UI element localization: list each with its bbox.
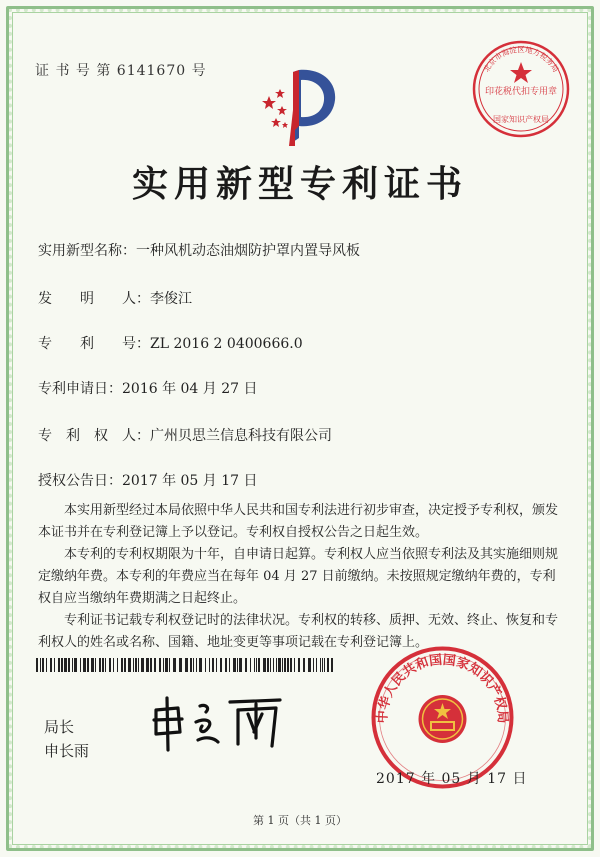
patent-number-value: ZL 2016 2 0400666.0 [150, 336, 303, 352]
patentee-value: 广州贝思兰信息科技有限公司 [150, 428, 332, 444]
svg-text:中华人民共和国国家知识产权局: 中华人民共和国国家知识产权局 [375, 652, 510, 724]
handwritten-signature [148, 692, 288, 752]
body-paragraph: 本实用新型经过本局依照中华人民共和国专利法进行初步审查，决定授予专利权，颁发本证书并在专利登记簿上予以登记。专利权自授权公告之日起生效。 [38, 503, 559, 540]
certificate-body [38, 500, 568, 654]
utility-model-name [38, 240, 360, 260]
inventor-value: 李俊江 [150, 291, 192, 307]
grant-date [38, 470, 258, 490]
patent-number [38, 333, 303, 353]
seal-date: 2017 年 05 月 17 日 [376, 771, 528, 787]
barcode [36, 658, 336, 672]
director-name: 申长雨 [44, 742, 90, 760]
body-paragraph: 本专利的专利权期限为十年，自申请日起算。专利权人应当依照专利法及其实施细则规定缴纳年费。本专利的年费应当在每年 04 月 27 日前缴纳。未按照规定缴纳年费的，专利权自应当缴纳年费期满之日起终止。 [38, 547, 559, 606]
patentee [38, 425, 332, 445]
body-paragraph: 专利证书记载专利权登记时的法律状况。专利权的转移、质押、无效、终止、恢复和专利权人的姓名或名称、国籍、地址变更等事项记载在专利登记簿上。 [38, 613, 559, 650]
patent-office-logo [255, 62, 345, 147]
filing-date [38, 378, 258, 398]
svg-text:印花税代扣专用章: 印花税代扣专用章 [484, 87, 558, 97]
filing-date-value: 2016 年 04 月 27 日 [122, 381, 258, 397]
svg-text:国家知识产权局: 国家知识产权局 [493, 115, 549, 124]
inventor [38, 288, 192, 308]
director-title: 局长 [44, 718, 75, 736]
page-footer: 第 1 页（共 1 页） [253, 814, 347, 827]
utility-model-name-label: 实用新型名称： [38, 243, 136, 259]
patent-number-label: 专 利 号： [38, 336, 150, 352]
certificate-title: 实用新型专利证书 [131, 163, 468, 205]
svg-text:北京市海淀区地方税务局: 北京市海淀区地方税务局 [481, 45, 561, 74]
grant-date-value: 2017 年 05 月 17 日 [122, 473, 258, 489]
inventor-label: 发 明 人： [38, 291, 150, 307]
grant-date-label: 授权公告日： [38, 473, 122, 489]
utility-model-name-value: 一种风机动态油烟防护罩内置导风板 [136, 243, 360, 259]
filing-date-label: 专利申请日： [38, 381, 122, 397]
patentee-label: 专 利 权 人： [38, 428, 150, 444]
tax-stamp-seal [470, 38, 572, 140]
certificate-number: 证 书 号 第 6141670 号 [35, 63, 207, 79]
